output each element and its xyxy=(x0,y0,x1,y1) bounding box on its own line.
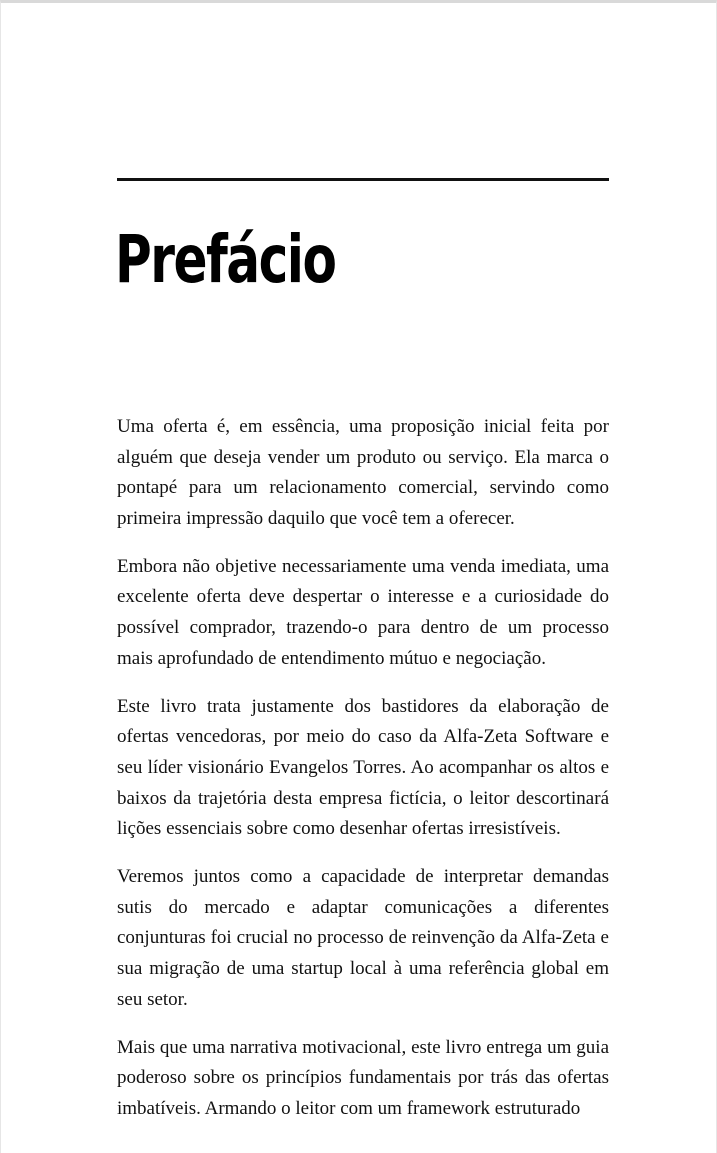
chapter-title: Prefácio xyxy=(115,221,336,298)
title-rule xyxy=(117,178,609,181)
paragraph: Uma oferta é, em essência, uma proposição inicial feita por alguém que deseja vender um produto ou serviço. Ela marca o pontapé para um relacionamento comercial, servindo como primeira impressão daquilo que você tem a oferecer. xyxy=(117,416,609,529)
paragraph: Este livro trata justamente dos bastidores da elaboração de ofertas vencedoras, por meio do caso da Alfa-Zeta Software e seu líder visionário Evangelos Torres. Ao acompanhar os altos e baixos da trajetória desta empresa fictícia, o leitor descortinará lições essenciais sobre como desenhar ofertas irresistíveis. xyxy=(117,695,609,840)
paragraph: Mais que uma narrativa motivacional, este livro entrega um guia poderoso sobre os princípios fundamentais por trás das ofertas imbatíveis. Armando o leitor com um framework estruturado xyxy=(117,1036,609,1119)
paragraph: Veremos juntos como a capacidade de interpretar demandas sutis do mercado e adaptar comunicações a diferentes conjunturas foi crucial no processo de reinvenção da Alfa-Zeta e sua migração de uma startup local à uma referência global em seu setor. xyxy=(117,866,609,1010)
chapter-body xyxy=(117,412,609,1142)
paragraph: Embora não objetive necessariamente uma venda imediata, uma excelente oferta deve despertar o interesse e a curiosidade do possível comprador, trazendo-o para dentro de um processo mais aprofundado de entendimento mútuo e negociação. xyxy=(117,555,609,669)
